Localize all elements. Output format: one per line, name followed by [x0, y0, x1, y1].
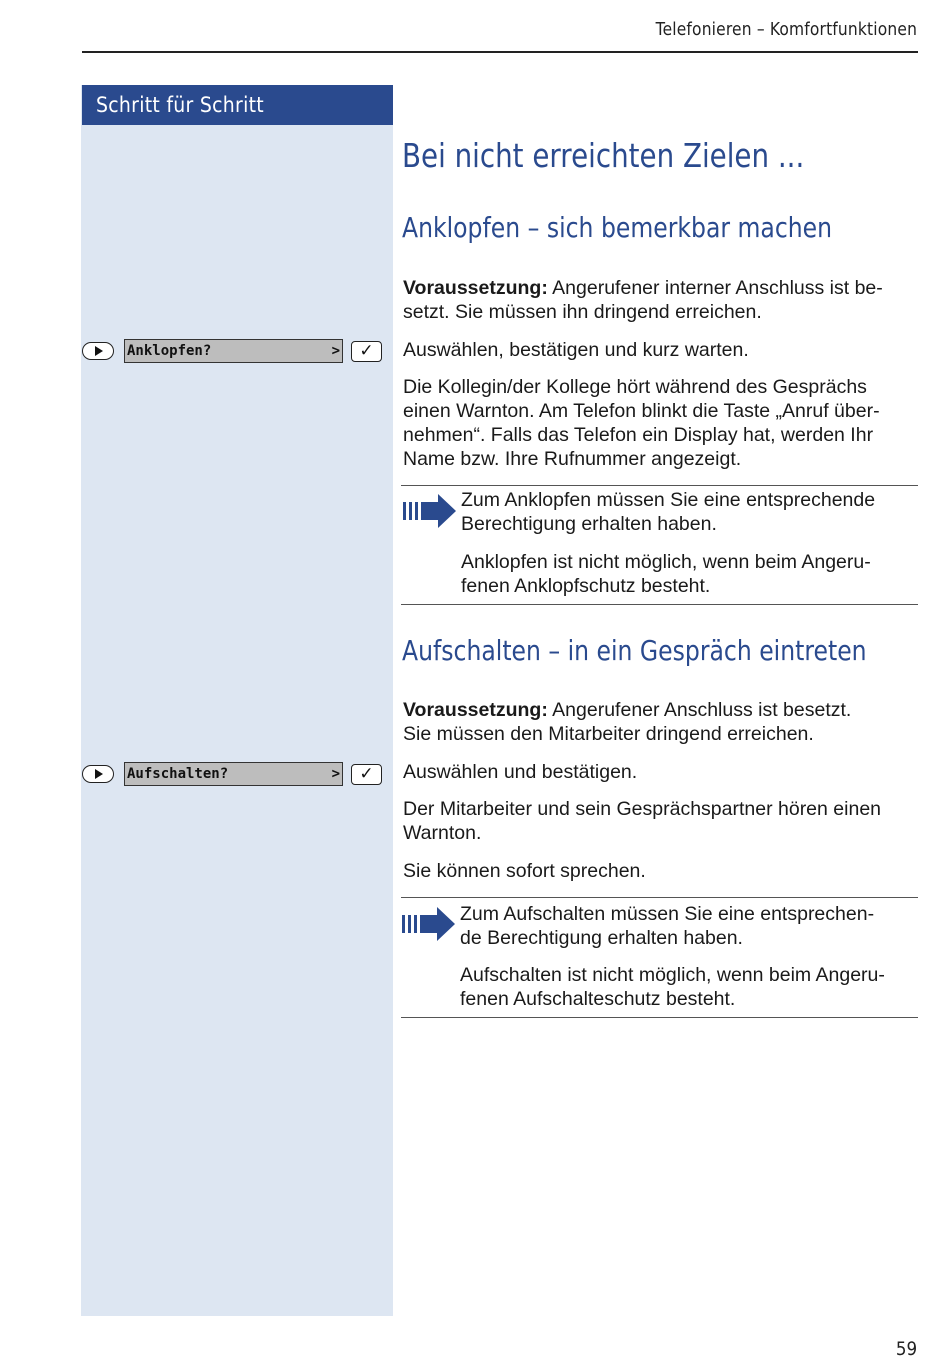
page-number: 59 — [895, 1338, 917, 1360]
note-aufschalten-1 — [460, 902, 920, 950]
description-line: einen Warnton. Am Telefon blinkt die Taste „Anruf über- — [403, 400, 880, 422]
description-line: Warnton. — [403, 822, 482, 844]
note-line: fenen Anklopfschutz besteht. — [461, 575, 711, 597]
extra-text-aufschalten: Sie können sofort sprechen. — [403, 860, 646, 882]
sidebar-title — [82, 85, 393, 125]
header-rule — [82, 51, 918, 53]
note-arrow-icon — [401, 907, 457, 941]
action-text-anklopfen: Auswählen, bestätigen und kurz warten. — [403, 339, 749, 361]
note-line: Zum Aufschalten müssen Sie eine entsprechen- — [460, 903, 875, 925]
menu-display-arrow: > — [331, 343, 340, 359]
note-line: de Berechtigung erhalten haben. — [460, 927, 743, 949]
note-line: Anklopfen ist nicht möglich, wenn beim Angeru- — [461, 551, 871, 573]
section-heading-anklopfen: Anklopfen – sich bemerkbar machen — [402, 211, 833, 244]
description-aufschalten — [403, 797, 923, 845]
description-anklopfen — [403, 375, 923, 471]
note-line: Zum Anklopfen müssen Sie eine entsprechende — [461, 489, 876, 511]
section-heading-aufschalten: Aufschalten – in ein Gespräch eintreten — [402, 634, 867, 667]
note-line: Berechtigung erhalten haben. — [461, 513, 717, 535]
prerequisite-line — [403, 276, 923, 300]
prerequisite-aufschalten — [403, 698, 923, 746]
prerequisite-text: Angerufener interner Anschluss ist be- — [552, 277, 883, 299]
checkmark-ok-key-icon[interactable]: ✓ — [351, 764, 382, 785]
menu-display-label: Aufschalten? — [127, 766, 229, 782]
step-by-step-sidebar — [81, 85, 393, 1316]
description-line: Die Kollegin/der Kollege hört während des Gesprächs — [403, 376, 867, 398]
note-anklopfen-1 — [461, 488, 921, 536]
note-divider-top — [401, 897, 918, 898]
prerequisite-line — [403, 698, 923, 722]
note-divider-top — [401, 485, 918, 486]
note-divider-bottom — [401, 604, 918, 605]
note-anklopfen-2 — [461, 550, 921, 598]
prerequisite-label: Voraussetzung: — [403, 699, 548, 721]
menu-display-anklopfen[interactable] — [124, 339, 343, 363]
chapter-header: Telefonieren – Komfortfunktionen — [655, 19, 917, 40]
prerequisite-line: setzt. Sie müssen ihn dringend erreichen. — [403, 301, 762, 323]
prerequisite-label: Voraussetzung: — [403, 277, 548, 299]
right-arrow-nav-key-icon — [82, 342, 114, 360]
note-line: Aufschalten ist nicht möglich, wenn beim Angeru- — [460, 964, 885, 986]
note-line: fenen Aufschalteschutz besteht. — [460, 988, 736, 1010]
menu-display-label: Anklopfen? — [127, 343, 212, 359]
description-line: Der Mitarbeiter und sein Gesprächspartner hören einen — [403, 798, 882, 820]
right-arrow-nav-key-icon — [82, 765, 114, 783]
menu-display-aufschalten[interactable] — [124, 762, 343, 786]
sidebar-title-text: Schritt für Schritt — [96, 93, 264, 117]
menu-display-arrow: > — [331, 766, 340, 782]
note-divider-bottom — [401, 1017, 918, 1018]
description-line: Name bzw. Ihre Rufnummer angezeigt. — [403, 448, 742, 470]
prerequisite-line: Sie müssen den Mitarbeiter dringend erreichen. — [403, 723, 814, 745]
prerequisite-text: Angerufener Anschluss ist besetzt. — [552, 699, 852, 721]
note-arrow-icon — [402, 494, 458, 528]
checkmark-ok-key-icon[interactable]: ✓ — [351, 341, 382, 362]
note-aufschalten-2 — [460, 963, 920, 1011]
prerequisite-anklopfen — [403, 276, 923, 324]
page-title: Bei nicht erreichten Zielen ... — [402, 136, 805, 175]
description-line: nehmen“. Falls das Telefon ein Display hat, werden Ihr — [403, 424, 874, 446]
action-text-aufschalten: Auswählen und bestätigen. — [403, 761, 638, 783]
